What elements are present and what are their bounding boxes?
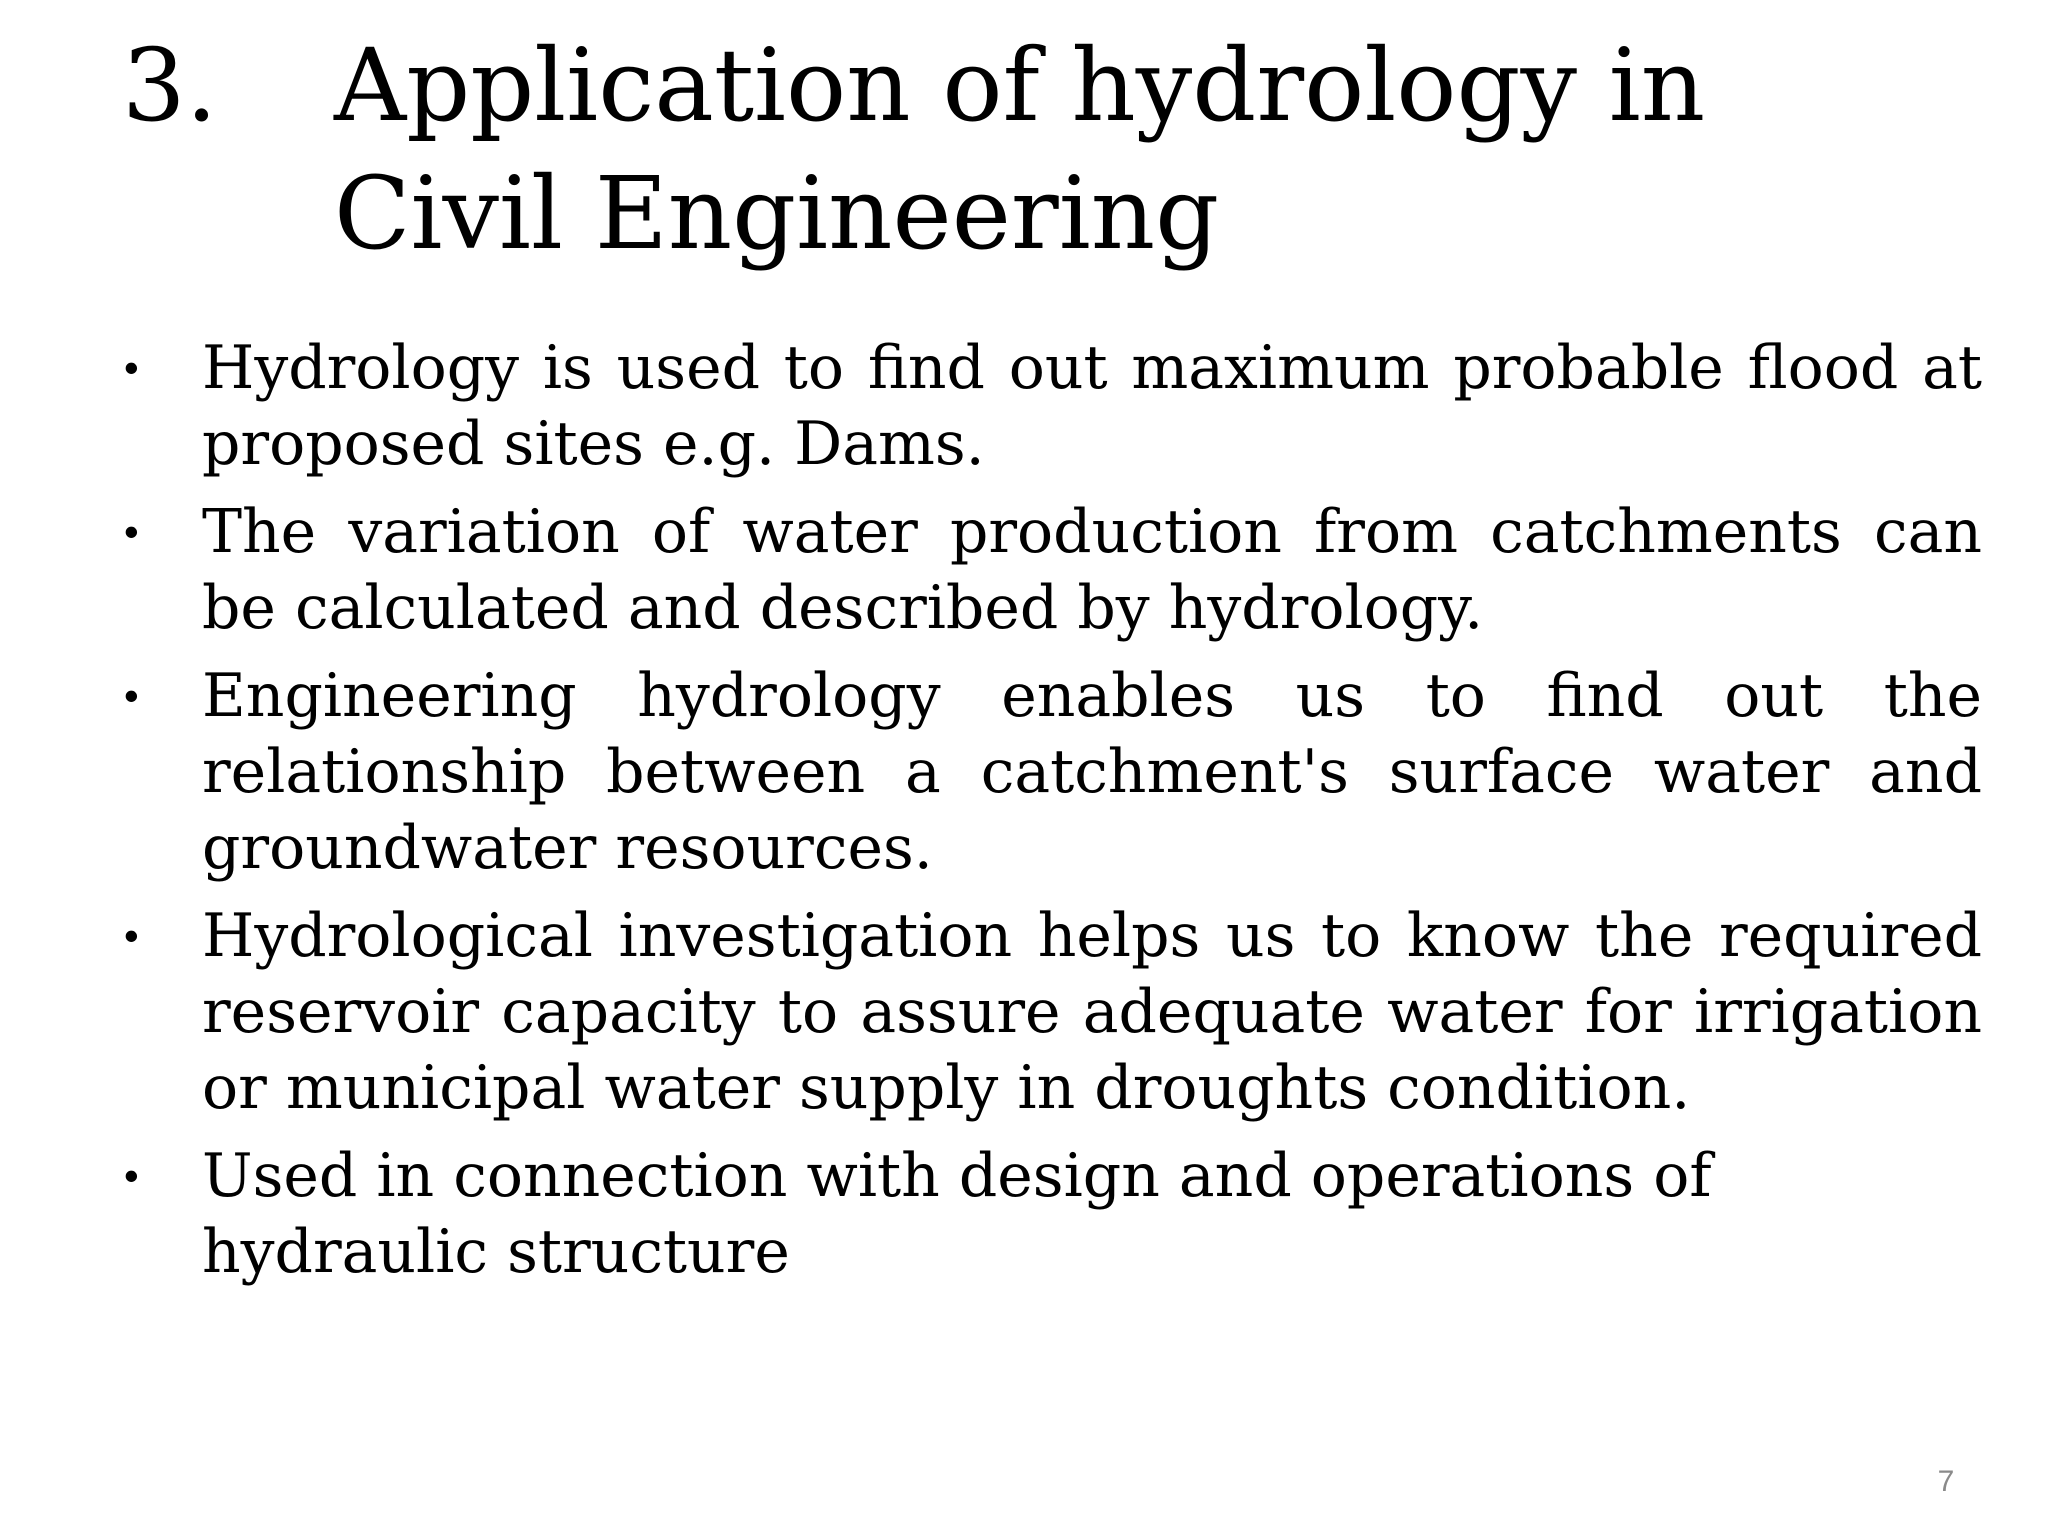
bullet-item [118,330,1982,482]
bullet-item [118,494,1982,646]
bullet-text: Used in connection with design and operations of hydraulic structure [202,1141,1712,1287]
bullet-item [118,898,1982,1126]
bullet-dot: • [124,508,139,555]
title-number: 3. [122,27,218,144]
bullet-item [118,658,1982,886]
bullet-text: Hydrological investigation helps us to know the required reservoir capacity to assure adequate water for irrigation or municipal water supply in droughts condition. [202,901,1982,1123]
bullet-text: The variation of water production from catchments can be calculated and described by hydrology. [202,497,1982,643]
title-text: Application of hydrology in Civil Engineering [334,27,1706,272]
bullet-dot: • [124,672,139,719]
page-number: 7 [1937,1465,1955,1498]
bullet-dot: • [124,344,139,391]
bullet-dot: • [124,912,139,959]
bullet-text: Hydrology is used to find out maximum probable flood at proposed sites e.g. Dams. [202,333,1982,479]
bullet-item [118,1138,2002,1290]
bullet-list [118,330,1982,1302]
bullet-dot: • [124,1152,139,1199]
bullet-text: Engineering hydrology enables us to find out the relationship between a catchment's surface water and groundwater resources. [202,661,1982,883]
